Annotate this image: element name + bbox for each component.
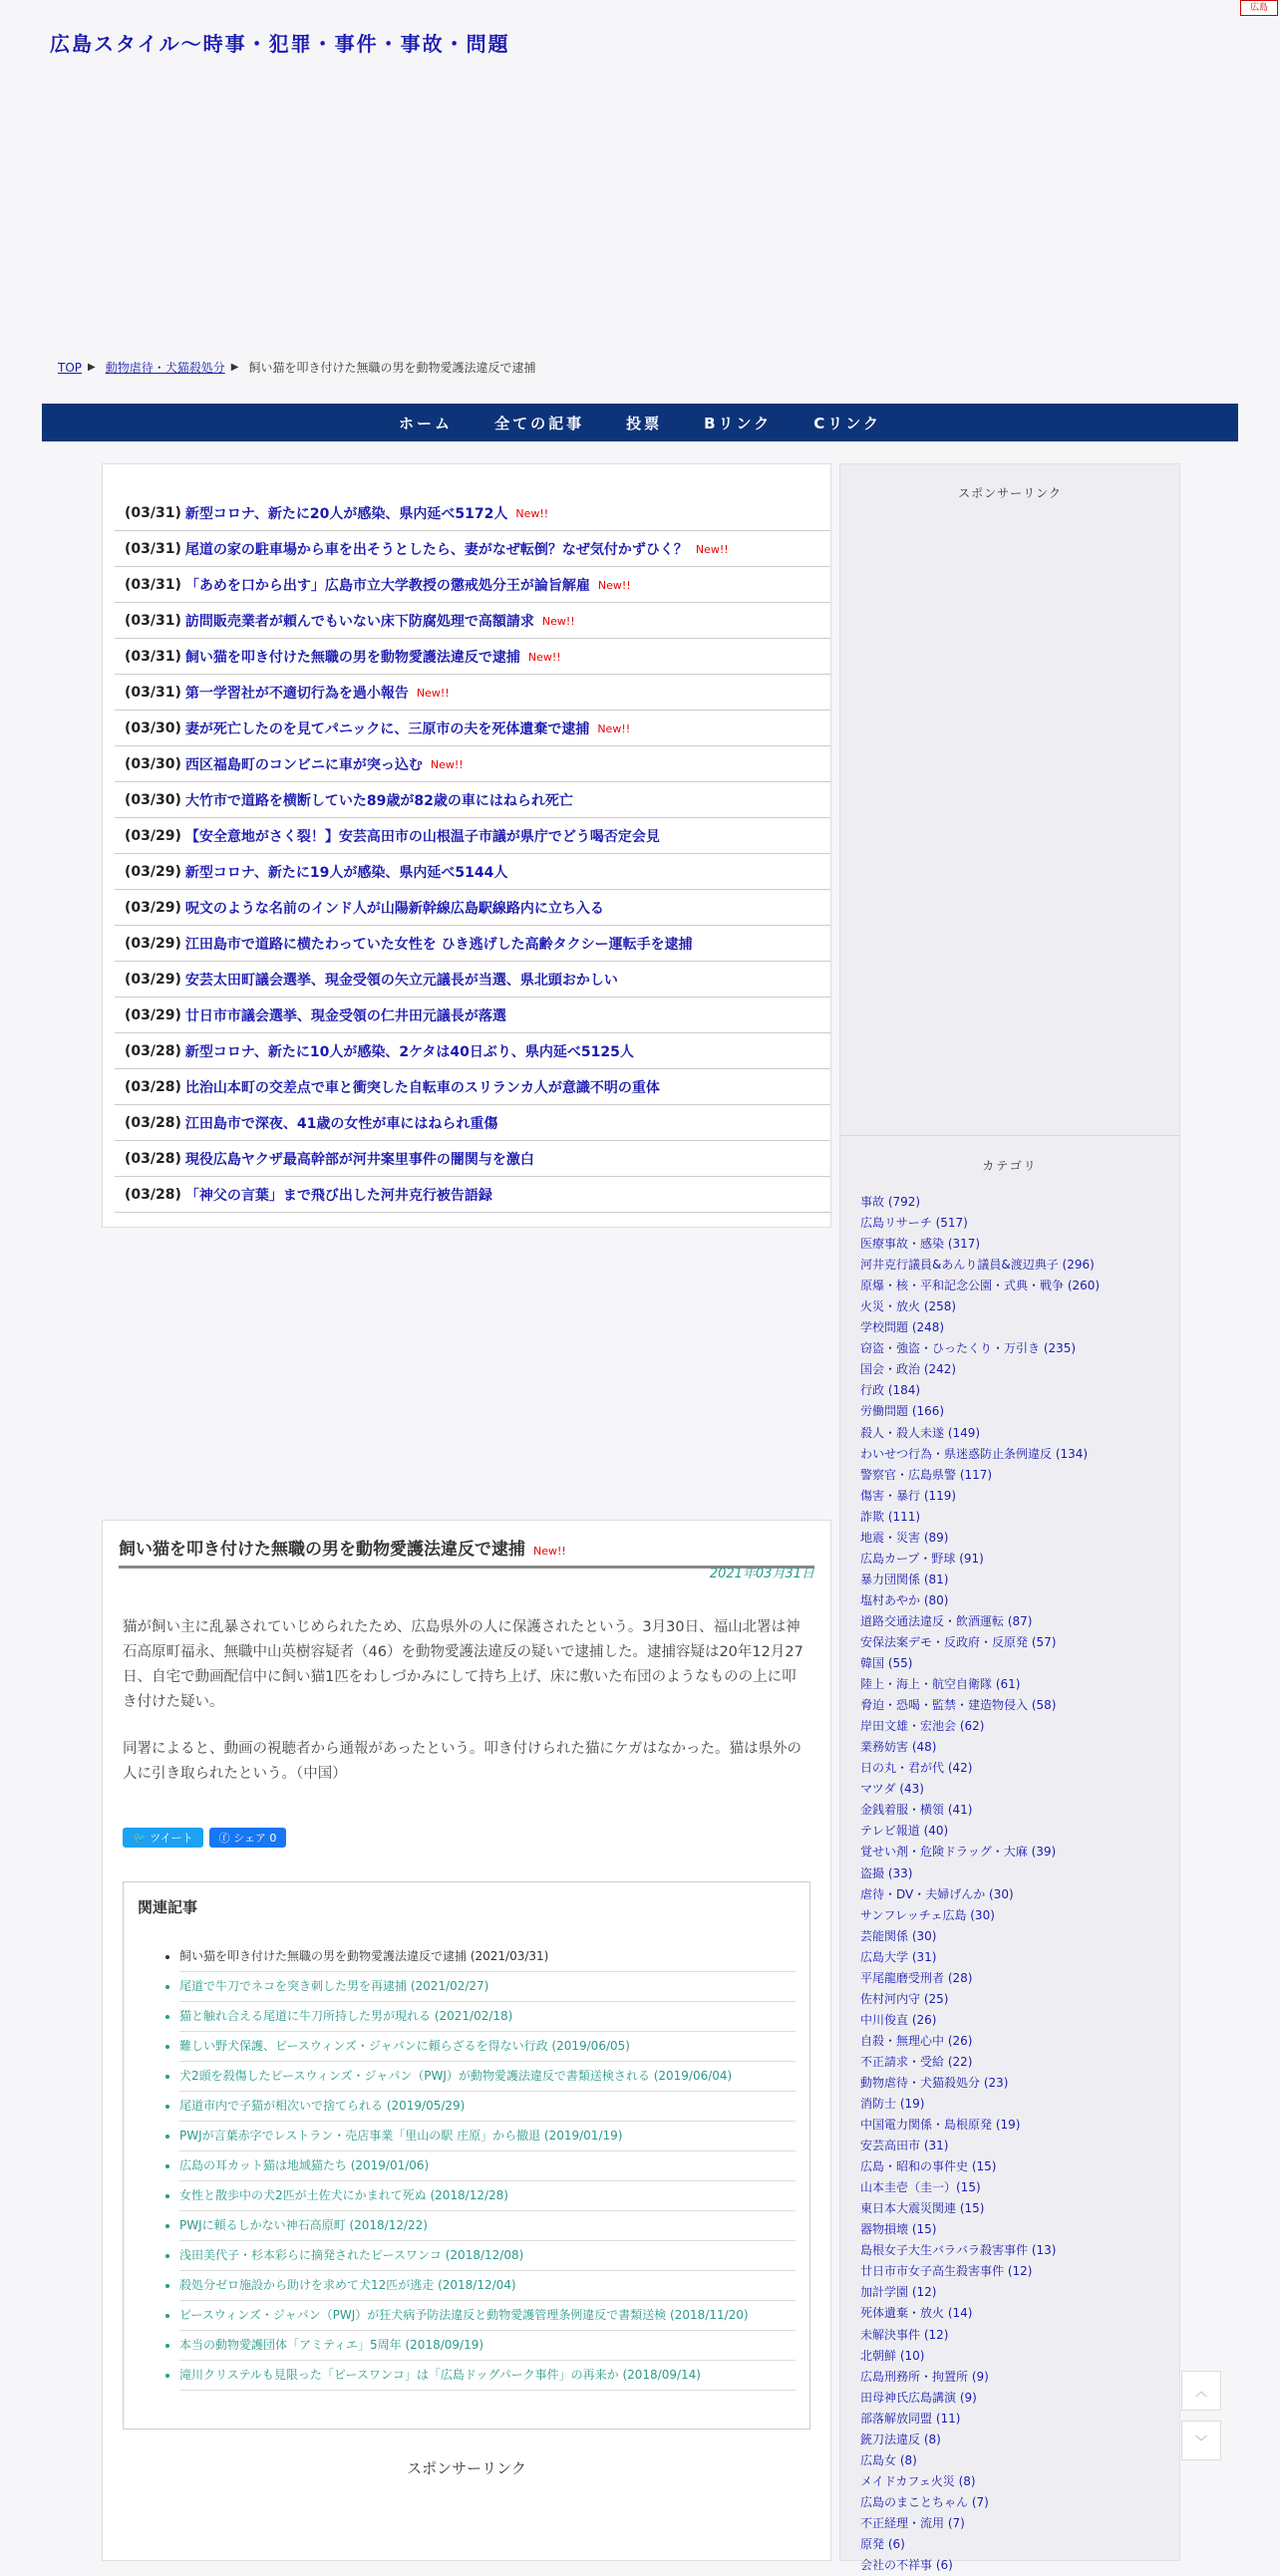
news-item: [115, 1142, 830, 1177]
category-item[interactable]: 未解決事件 (12): [860, 2327, 949, 2342]
news-link[interactable]: 【安全意地がさく裂！】安芸高田市の山根温子市議が県庁でどう喝否定会見: [184, 829, 660, 845]
category-item[interactable]: 島根女子大生バラバラ殺害事件 (13): [860, 2243, 1057, 2258]
category-item[interactable]: 韓国 (55): [860, 1656, 913, 1671]
tweet-label: ツイート: [150, 1832, 193, 1845]
recent-news-box: [102, 463, 831, 1228]
news-date: (03/31): [125, 577, 181, 593]
category-item[interactable]: 火災・放火 (258): [860, 1299, 957, 1314]
news-date: (03/30): [125, 756, 181, 772]
category-item[interactable]: 北朝鮮 (10): [860, 2348, 925, 2363]
category-item[interactable]: 東日本大震災関連 (15): [860, 2201, 985, 2216]
news-link[interactable]: 呪文のような名前のインド人が山陽新幹線広島駅線路内に立ち入る: [184, 901, 604, 917]
category-item[interactable]: 暴力団関係 (81): [860, 1572, 949, 1586]
facebook-icon: ⓕ: [218, 1832, 234, 1845]
related-item[interactable]: • 犬2頭を殺傷したピースウィンズ・ジャパン（PWJ）が動物愛護法違反で書類送検される (2019/06/04): [179, 2062, 796, 2092]
related-articles: [123, 1881, 810, 2430]
related-item[interactable]: • 本当の動物愛護団体「アミティエ」5周年 (2018/09/19): [179, 2331, 796, 2361]
category-item[interactable]: 広島女 (8): [860, 2452, 917, 2467]
category-item[interactable]: 金銭着服・横領 (41): [860, 1803, 973, 1818]
news-date: (03/28): [125, 1115, 181, 1131]
news-link[interactable]: 飼い猫を叩き付けた無職の男を動物愛護法違反で逮捕: [184, 650, 520, 666]
category-item[interactable]: 盗撮 (33): [860, 1865, 913, 1880]
category-item[interactable]: 地震・災害 (89): [860, 1530, 949, 1545]
sponsor-label: スポンサーリンク: [407, 2459, 526, 2477]
nav-all-articles[interactable]: 全ての記事: [494, 414, 585, 432]
new-badge: New!!: [541, 614, 575, 628]
breadcrumb-category[interactable]: 動物虐待・犬猫殺処分: [105, 361, 225, 375]
category-item[interactable]: 原爆・核・平和記念公園・式典・戦争 (260): [860, 1279, 1101, 1293]
category-item[interactable]: 脅迫・恐喝・監禁・建造物侵入 (58): [860, 1698, 1057, 1713]
breadcrumb-current: 飼い猫を叩き付けた無職の男を動物愛護法違反で逮捕: [248, 361, 536, 375]
category-item[interactable]: 器物損壊 (15): [860, 2222, 937, 2237]
share-buttons: [123, 1828, 286, 1848]
related-title: 関連記事: [138, 1898, 198, 1916]
news-item: [115, 927, 830, 962]
article-title-text[interactable]: 飼い猫を叩き付けた無職の男を動物愛護法違反で逮捕: [119, 1540, 525, 1560]
breadcrumb-top[interactable]: TOP: [58, 360, 83, 375]
divider: [840, 1135, 1179, 1136]
category-item[interactable]: 芸能関係 (30): [860, 1928, 937, 1943]
news-item: [115, 999, 830, 1033]
news-link[interactable]: 江田島市で深夜、41歳の女性が車にはねられ重傷: [184, 1116, 498, 1132]
category-list: [860, 1192, 1100, 2576]
new-badge: New!!: [515, 506, 549, 520]
category-item[interactable]: 日の丸・君が代 (42): [860, 1761, 973, 1776]
category-item[interactable]: 山本圭壱（圭一）(15): [860, 2180, 981, 2195]
category-item[interactable]: 消防士 (19): [860, 2097, 925, 2112]
category-item[interactable]: 佐村河内守 (25): [860, 1991, 949, 2006]
category-item[interactable]: 広島リサーチ (517): [860, 1216, 968, 1231]
category-item[interactable]: 塩村あやか (80): [860, 1592, 949, 1607]
tweet-button[interactable]: [123, 1828, 203, 1848]
category-item[interactable]: 道路交通法違反・飲酒運転 (87): [860, 1613, 1033, 1628]
scroll-top-button[interactable]: [1181, 2371, 1221, 2411]
news-item: [115, 568, 830, 603]
news-date: (03/31): [125, 649, 181, 665]
category-item[interactable]: 安芸高田市 (31): [860, 2139, 949, 2153]
site-title[interactable]: 広島スタイル～時事・犯罪・事件・事故・問題: [50, 32, 510, 56]
category-item[interactable]: サンフレッチェ広島 (30): [860, 1907, 995, 1922]
article-paragraph: 猫が飼い主に乱暴されていじめられたため、広島県外の人に保護されたという。3月30日、福山北署は神石高原町福永、無職中山英樹容疑者（46）を動物愛護法違反の疑いで逮捕した。逮捕容疑は20年12月27日、自宅で動画配信中に飼い猫1匹をわしづかみにして持ち上げ、床に敷いた布団のようなものの上に叩き付けた疑い。: [123, 1619, 803, 1710]
related-item[interactable]: • ピースウィンズ・ジャパン（PWJ）が狂犬病予防法違反と動物愛護管理条例違反で書類送検 (2018/11/20): [179, 2301, 796, 2331]
news-date: (03/28): [125, 1187, 181, 1203]
category-item[interactable]: 広島大学 (31): [860, 1949, 937, 1964]
chevron-right-icon: ▶: [88, 362, 96, 373]
new-badge: New!!: [597, 578, 631, 592]
related-item[interactable]: • PWJが言葉赤字でレストラン・売店事業「里山の駅 庄原」から撤退 (2019/01/19): [179, 2122, 796, 2151]
category-item[interactable]: 不正経理・流用 (7): [860, 2515, 965, 2530]
related-item[interactable]: • 広島の耳カット猫は地域猫たち (2019/01/06): [179, 2151, 796, 2181]
chevron-up-icon: ︿: [1194, 2384, 1207, 2399]
article-body: [123, 1615, 810, 1809]
article-paragraph: 同署によると、動画の視聴者から通報があったという。叩き付けられた猫にケガはなかった。猫は県外の人に引き取られたという。（中国）: [123, 1741, 802, 1782]
news-link[interactable]: 新型コロナ、新たに10人が感染、2ケタは40日ぶり、県内延べ5125人: [184, 1044, 634, 1060]
news-item: [115, 1070, 830, 1105]
news-link[interactable]: 「神父の言葉」まで飛び出した河井克行被告語録: [184, 1188, 492, 1204]
category-item[interactable]: 学校問題 (248): [860, 1320, 945, 1335]
category-item[interactable]: マツダ (43): [860, 1782, 924, 1797]
category-item[interactable]: 原発 (6): [860, 2537, 905, 2551]
news-link[interactable]: 新型コロナ、新たに20人が感染、県内延べ5172人: [184, 506, 508, 522]
news-link[interactable]: 江田島市で道路に横たわっていた女性を ひき逃げした高齢タクシー運転手を逮捕: [184, 937, 693, 953]
category-item[interactable]: 安保法案デモ・反政府・反原発 (57): [860, 1634, 1057, 1649]
news-item: [115, 855, 830, 890]
news-item: [115, 891, 830, 926]
category-item[interactable]: 窃盗・強盗・ひったくり・万引き (235): [860, 1341, 1077, 1356]
category-item[interactable]: わいせつ行為・県迷惑防止条例違反 (134): [860, 1446, 1089, 1461]
news-link[interactable]: 現役広島ヤクザ最高幹部が河井案里事件の闇関与を激白: [184, 1152, 534, 1168]
category-item[interactable]: テレビ報道 (40): [860, 1824, 949, 1839]
new-badge: New!!: [430, 757, 464, 771]
related-list: [160, 1942, 796, 2391]
category-item[interactable]: 医療事故・感染 (317): [860, 1237, 981, 1252]
category-item[interactable]: 死体遺棄・放火 (14): [860, 2306, 973, 2321]
category-item[interactable]: 銃刀法違反 (8): [860, 2432, 941, 2446]
news-date: (03/28): [125, 1043, 181, 1059]
scroll-bottom-button[interactable]: [1181, 2421, 1221, 2460]
news-item: [115, 1106, 830, 1141]
category-item[interactable]: 不正請求・受給 (22): [860, 2054, 973, 2069]
news-date: (03/29): [125, 900, 181, 916]
category-item[interactable]: 広島刑務所・拘置所 (9): [860, 2369, 989, 2384]
news-link[interactable]: 安芸太田町議会選挙、現金受領の矢立元議長が当選、県北頭おかしい: [184, 973, 618, 989]
news-item: [115, 676, 830, 711]
news-item: [115, 1034, 830, 1069]
category-item[interactable]: 覚せい剤・危険ドラッグ・大麻 (39): [860, 1845, 1057, 1860]
news-date: (03/28): [125, 1151, 181, 1167]
news-link[interactable]: 「あめを口から出す」広島市立大学教授の懲戒処分王が論旨解雇: [184, 578, 590, 594]
new-badge: New!!: [527, 650, 561, 664]
category-item[interactable]: 陸上・海上・航空自衛隊 (61): [860, 1677, 1021, 1692]
category-item[interactable]: 虐待・DV・夫婦げんか (30): [860, 1886, 1014, 1901]
related-item[interactable]: • 飼い猫を叩き付けた無職の男を動物愛護法違反で逮捕 (2021/03/31): [179, 1942, 796, 1972]
article: [102, 1520, 831, 2561]
sidebar-sponsor-label: スポンサーリンク: [958, 486, 1062, 500]
news-item: [115, 712, 830, 746]
news-date: (03/28): [125, 1079, 181, 1095]
category-item[interactable]: 警察官・広島県警 (117): [860, 1467, 993, 1482]
category-item[interactable]: 動物虐待・犬猫殺処分 (23): [860, 2075, 1009, 2090]
related-item[interactable]: • 女性と散歩中の犬2匹が土佐犬にかまれて死ぬ (2018/12/28): [179, 2181, 796, 2211]
category-item[interactable]: 業務妨害 (48): [860, 1740, 937, 1755]
share-label: シェア 0: [233, 1832, 277, 1845]
news-link[interactable]: 西区福島町のコンビニに車が突っ込む: [184, 757, 423, 773]
site-badge-icon[interactable]: 広島: [1240, 0, 1278, 16]
category-item[interactable]: 河井克行議員&あんり議員&渡辺典子 (296): [860, 1258, 1095, 1273]
category-item[interactable]: 殺人・殺人未遂 (149): [860, 1425, 981, 1440]
chevron-right-icon: ▶: [230, 362, 239, 373]
news-item: [115, 963, 830, 998]
breadcrumb: [58, 359, 535, 376]
nav-c-link[interactable]: Cリンク: [813, 414, 881, 432]
main-nav: [42, 404, 1238, 441]
related-item[interactable]: • 殺処分ゼロ施設から助けを求めて犬12匹が逃走 (2018/12/04): [179, 2271, 796, 2301]
article-date: 2021年03月31日: [709, 1567, 814, 1581]
nav-home[interactable]: ホーム: [399, 414, 454, 432]
news-date: (03/31): [125, 505, 181, 521]
related-item[interactable]: • PWJに頼るしかない神石高原町 (2018/12/22): [179, 2211, 796, 2241]
category-item[interactable]: 事故 (792): [860, 1195, 921, 1209]
category-item[interactable]: 中国電力関係・島根原発 (19): [860, 2118, 1021, 2133]
category-item[interactable]: 労働問題 (166): [860, 1404, 945, 1419]
new-badge: New!!: [695, 542, 729, 556]
category-item[interactable]: 広島のまことちゃん (7): [860, 2494, 989, 2509]
chevron-down-icon: ﹀: [1194, 2433, 1207, 2448]
news-item: [115, 640, 830, 675]
new-badge: New!!: [597, 721, 631, 735]
news-date: (03/29): [125, 864, 181, 880]
related-item[interactable]: • 難しい野犬保護、ピースウィンズ・ジャパンに頼らざるを得ない行政 (2019/06/05): [179, 2032, 796, 2062]
news-link[interactable]: 尾道の家の駐車場から車を出そうとしたら、妻がなぜ転倒？なぜ気付かずひく？: [184, 542, 688, 558]
news-date: (03/31): [125, 685, 181, 701]
news-date: (03/29): [125, 936, 181, 952]
news-link[interactable]: 比治山本町の交差点で車と衝突した自転車のスリランカ人が意識不明の重体: [184, 1080, 660, 1096]
news-item: [115, 496, 830, 531]
news-item: [115, 783, 830, 818]
related-item[interactable]: • 滝川クリステルも見限った「ピースワンコ」は「広島ドッグパーク事件」の再来か (2018/09/14): [179, 2361, 796, 2391]
sidebar: [839, 463, 1180, 2573]
new-badge: New!!: [416, 686, 450, 700]
news-date: (03/30): [125, 792, 181, 808]
category-item[interactable]: 国会・政治 (242): [860, 1362, 957, 1377]
news-link[interactable]: 訪問販売業者が頼んでもいない床下防腐処理で高額請求: [184, 614, 534, 630]
news-date: (03/31): [125, 613, 181, 629]
news-item: [115, 532, 830, 567]
news-date: (03/30): [125, 720, 181, 736]
category-item[interactable]: 広島カープ・野球 (91): [860, 1551, 984, 1566]
recent-news-list: [115, 496, 830, 1214]
twitter-icon: 🐦: [133, 1832, 151, 1845]
category-item[interactable]: メイドカフェ火災 (8): [860, 2473, 976, 2488]
category-item[interactable]: 傷害・暴行 (119): [860, 1488, 957, 1503]
category-item[interactable]: 岸田文雄・宏池会 (62): [860, 1719, 985, 1734]
category-item[interactable]: 広島・昭和の事件史 (15): [860, 2159, 997, 2174]
category-item[interactable]: 詐欺 (111): [860, 1509, 921, 1524]
category-item[interactable]: 加計学園 (12): [860, 2285, 937, 2300]
related-item[interactable]: • 尾道市内で子猫が相次いで捨てられる (2019/05/29): [179, 2092, 796, 2122]
news-link[interactable]: 第一学習社が不適切行為を過小報告: [184, 686, 409, 702]
news-item: [115, 747, 830, 782]
news-date: (03/29): [125, 828, 181, 844]
nav-b-link[interactable]: Bリンク: [704, 414, 773, 432]
related-item[interactable]: • 猫と触れ合える尾道に牛刀所持した男が現れる (2021/02/18): [179, 2002, 796, 2032]
category-item[interactable]: 会社の不祥事 (6): [860, 2558, 953, 2573]
news-item: [115, 1178, 830, 1213]
news-date: (03/29): [125, 972, 181, 988]
category-item[interactable]: 廿日市市女子高生殺害事件 (12): [860, 2264, 1033, 2279]
nav-vote[interactable]: 投票: [626, 414, 663, 432]
news-item: [115, 604, 830, 639]
news-date: (03/29): [125, 1007, 181, 1023]
new-badge: New!!: [533, 1545, 566, 1558]
news-link[interactable]: 大竹市で道路を横断していた89歳が82歳の車にはねられ死亡: [184, 793, 573, 809]
category-item[interactable]: 部落解放同盟 (11): [860, 2411, 961, 2426]
news-item: [115, 819, 830, 854]
category-item[interactable]: 田母神氏広島講演 (9): [860, 2390, 977, 2405]
news-link[interactable]: 廿日市市議会選挙、現金受領の仁井田元議長が落選: [184, 1008, 506, 1024]
related-item[interactable]: • 浅田美代子・杉本彩らに摘発されたピースワンコ (2018/12/08): [179, 2241, 796, 2271]
news-link[interactable]: 妻が死亡したのを見てパニックに、三原市の夫を死体遺棄で逮捕: [184, 721, 590, 737]
category-item[interactable]: 平尾龍磨受刑者 (28): [860, 1970, 973, 1985]
category-item[interactable]: 自殺・無理心中 (26): [860, 2033, 973, 2048]
news-date: (03/31): [125, 541, 181, 557]
category-item[interactable]: 中川俊直 (26): [860, 2012, 937, 2027]
facebook-share-button[interactable]: [209, 1828, 287, 1848]
category-item[interactable]: 行政 (184): [860, 1383, 921, 1398]
related-item[interactable]: • 尾道で牛刀でネコを突き刺した男を再逮捕 (2021/02/27): [179, 1972, 796, 2002]
category-title: カテゴリ: [982, 1159, 1038, 1173]
news-link[interactable]: 新型コロナ、新たに19人が感染、県内延べ5144人: [184, 865, 508, 881]
